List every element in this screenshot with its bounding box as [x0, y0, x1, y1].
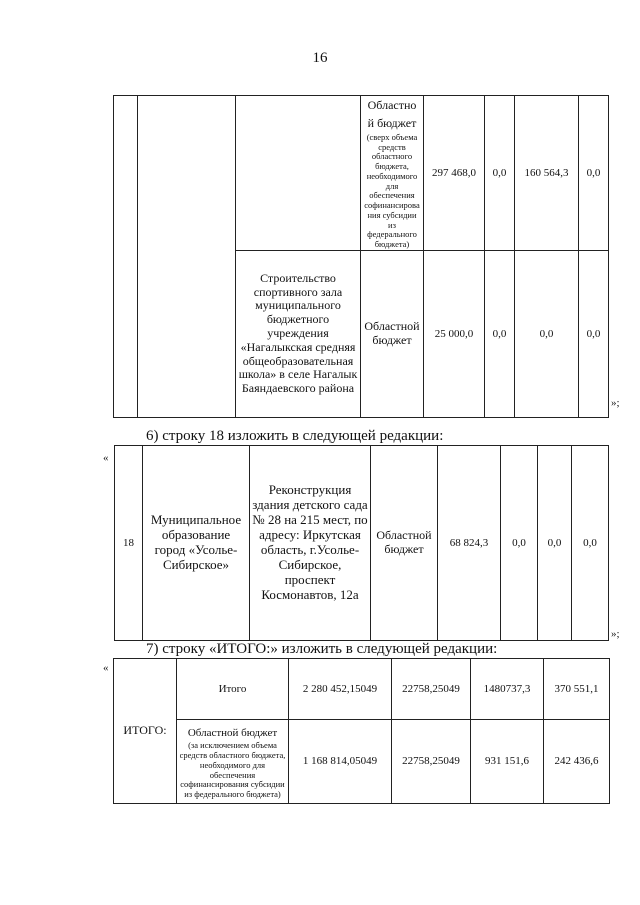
- funding-source-title: Областно й бюджет: [367, 98, 417, 131]
- closing-quote: »;: [611, 628, 620, 640]
- total-value: 25 000,0: [424, 250, 485, 417]
- value-cell: 0,0: [538, 446, 572, 641]
- instruction-line: 6) строку 18 изложить в следующей редакции:: [146, 428, 444, 444]
- table-total: [113, 658, 610, 804]
- instruction-line: 7) строку «ИТОГО:» изложить в следующей редакции:: [146, 641, 498, 657]
- table-row: [114, 720, 610, 804]
- funding-source: Областной бюджет: [371, 446, 438, 641]
- funding-source: Областной бюджет: [361, 250, 424, 417]
- opening-quote: «: [103, 662, 109, 674]
- total-value: 2 280 452,15049: [289, 659, 392, 720]
- funding-source-note: (сверх объема средств областного бюджета, необходимого для обеспечения софинансирова ния субсидии из федерального бюджета): [364, 131, 420, 250]
- value-cell: 0,0: [485, 250, 515, 417]
- table-row: [114, 96, 609, 251]
- empty-cell: [236, 96, 361, 251]
- total-label: ИТОГО:: [114, 659, 177, 804]
- total-value: 1 168 814,05049: [289, 720, 392, 804]
- closing-quote: »;: [611, 397, 620, 409]
- table-row: [115, 446, 609, 641]
- value-cell: 242 436,6: [544, 720, 610, 804]
- table-row-18: [114, 445, 609, 641]
- value-cell: 0,0: [501, 446, 538, 641]
- value-cell: 22758,25049: [392, 659, 471, 720]
- funding-source-cell: [361, 96, 424, 251]
- value-cell: 0,0: [579, 96, 609, 251]
- page-number: 16: [312, 50, 328, 66]
- value-cell: 1480737,3: [471, 659, 544, 720]
- empty-cell: [138, 96, 236, 418]
- value-cell: 931 151,6: [471, 720, 544, 804]
- table-row: [114, 659, 610, 720]
- value-cell: 0,0: [515, 250, 579, 417]
- table-continuation: [113, 95, 609, 418]
- total-value: 297 468,0: [424, 96, 485, 251]
- funding-source-title: Областной бюджет: [187, 727, 278, 739]
- value-cell: 370 551,1: [544, 659, 610, 720]
- opening-quote: «: [103, 452, 109, 464]
- row-number: 18: [115, 446, 143, 641]
- value-cell: 0,0: [572, 446, 609, 641]
- funding-source-cell: [177, 720, 289, 804]
- total-value: 68 824,3: [438, 446, 501, 641]
- empty-cell: [114, 96, 138, 418]
- value-cell: 22758,25049: [392, 720, 471, 804]
- value-cell: 0,0: [485, 96, 515, 251]
- funding-source: Итого: [177, 659, 289, 720]
- value-cell: 0,0: [579, 250, 609, 417]
- object-description: Реконструкция здания детского сада № 28 на 215 мест, по адресу: Иркутская область, г.Усолье-Сибирское, проспект Космонавтов, 12а: [250, 446, 371, 641]
- object-description: Строительство спортивного зала муниципального бюджетного учреждения «Нагалыкская средняя общеобразовательная школа» в селе Нагалык Баяндаевского района: [236, 250, 361, 417]
- funding-source-note: (за исключением объема средств областного бюджета, необходимого для обеспечения софинансирования субсидии из федерального бюджета): [179, 740, 286, 800]
- municipality-name: Муниципальное образование город «Усолье-Сибирское»: [143, 446, 250, 641]
- value-cell: 160 564,3: [515, 96, 579, 251]
